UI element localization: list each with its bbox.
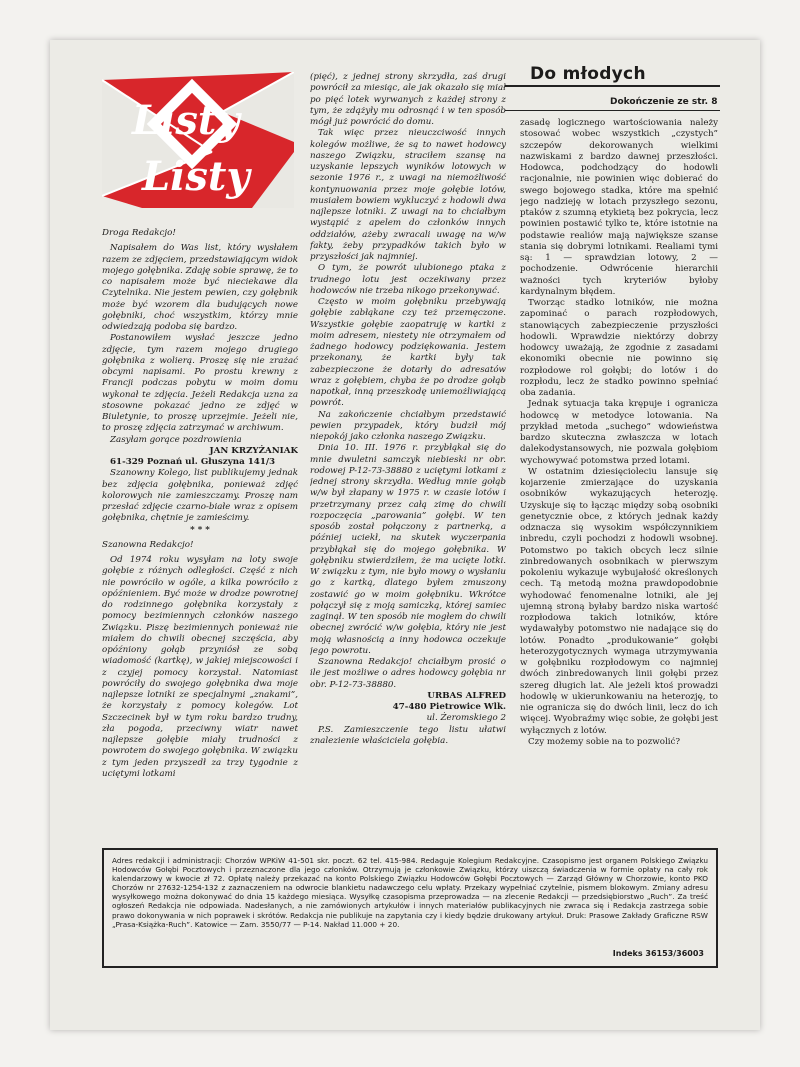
paragraph: Postanowiłem wysłać jeszcze jedno zdjęcie, tym razem mojego drugiego gołębnika z wolierą. Proszę się nie zrażać obcymi napisami. Po prostu krewny z Francji podczas pobytu w moim domu wykonał te zdjęcia. Jeżeli Redakcja uzna za stosowne pokazać jedno ze zdjęć w Biuletynie, to proszę uprzejmie. Jeżeli nie, to proszę zdjęcia zatrzymać w archiwum. [102,333,298,434]
listy-logo-graphic [102,72,294,208]
logo-text-1: Listy [132,97,240,144]
logo-text-2: Listy [142,153,250,200]
paragraph: Na zakończenie chciałbym przedstawić pewien przypadek, który budził mój niepokój jako członka naszego Związku. [310,409,506,442]
paragraph: zasadę logicznego wartościowania należy stosować wobec wszystkich „czystych” szczepów dekorowanych wielkimi nazwiskami z bardzo dawnej przeszłości. Hodowca, podchodzący do hodowli racjonalnie, nie powinien więc dobierać do swego bojowego stadka, które ma spełnić jego nadzieję w lotach przyszłego sezonu, ptaków z szumną etykietą bez pokrycia, lecz powinien postawić tylko te, które istotnie na podstawie realiów mają największe szanse stania się dobrymi lotnikami. Realiami tymi są: 1 — sprawdzian lotowy, 2 — pochodzenie. Odwrócenie hierarchii ważności tych kryteriów byłoby kardynalnym błędem. [520,118,718,297]
separator: * * * [190,524,210,535]
paragraph: O tym, że powrót ulubionego ptaka z trudnego lotu jest oczekiwany przez hodowców nie trzeba nikogo przekonywać. [310,263,506,296]
header-rule [505,85,720,87]
paragraph: Napisałem do Was list, który wysłałem razem ze zdjęciem, przedstawiającym widok mojego gołębnika. Zdaję sobie sprawę, że to co napisałem może być nieciekawe dla Czytelnika. Nie jestem pewien, czy gołębnik może być wzorem dla budujących nowe gołębniki, choć wszystkim, którzy mnie odwiedzają podoba się bardzo. [102,243,298,332]
closing: Zasyłam gorące pozdrowienia [110,434,242,445]
greeting: Szanowna Redakcjo! [102,539,194,550]
paragraph: Dnia 10. III. 1976 r. przybłąkał się do mnie dwuletni samczyk niebieski nr obr. rodowej P-12-73-38880 z uciętymi lotkami z jednej strony skrzydła. Według mnie gołąb w/w był złapany w 1975 r. w czasie lotów i przetrzymany przez całą zimę do chwili rozpoczęcia „parowania” gołębi. W ten sposób został połączony z partnerką, a później uciekł, na skutek wyczerpania przybłąkał się do mojego gołębnika. W gołębniku stwierdziłem, że ma ucięte lotki. W związku z tym, nie było mowy o wysłaniu go z kartką, dlatego byłem zmuszony zostawić go w moim gołębniku. Wkrótce połączył się z moją samiczką, której samiec zaginął. W ten sposób nie mogłem do chwili obecnej zwrócić w/w gołębia, który nie jest moją własnością a inny hodowca oczekuje jego powrotu. [310,443,506,656]
paragraph: Jednak sytuacja taka krępuje i ogranicza hodowcę w metodyce lotowania. Na przykład metoda „suchego” wdowieństwa bardzo skuteczna zwłaszcza w lotach dalekodystansowych, nie pozwala gołębiom wychowywać potomstwa przed lotami. [520,399,718,466]
postscript: P.S. Zamieszczenie tego listu ułatwi znalezienie właściciela gołębia. [310,724,506,746]
paragraph: Szanowna Redakcjo! chciałbym prosić o ile jest możliwe o adres hodowcy gołębia nr obr. P-12-73-38880. [310,657,506,690]
address: 61-329 Poznań ul. Głuszyna 141/3 [110,457,276,467]
index-number: Indeks 36153/36003 [612,948,704,958]
imprint-box [102,848,718,968]
listy-logo [102,72,294,208]
column-2 [310,72,506,872]
paragraph: W ostatnim dziesięcioleciu lansuje się kojarzenie zmierzające do uzyskania osobników wykazujących heterozję. Uzyskuje się to łącząc między sobą osobniki genetycznie obce, z których jednak każdy odznacza się wysokim współczynnikiem inbredu, czyli pochodzi z hodowli wsobnej. Potomstwo po takich obcych lecz silnie zinbredowanych osobnikach w pierwszym pokoleniu wykazuje wybujałość określonych cech. Tą metodą można prawdopodobnie wyhodować fenomenalne lotniki, ale jej ujemną stroną byłaby bardzo niska wartość rozpłodowa takich lotników, które wydawałyby potomstwo nie nadające się do lotów. Ponadto „produkowanie” gołębi heterozygotycznych wymaga utrzymywania w gołębniku rozpłodowym co najmniej dwóch zinbredowanych linii gołębi przez szereg długich lat. Ale jeżeli ktoś prowadzi hodowlę w ukierunkowaniu na heterozję, to nie ogranicza się do dwóch linii, lecz do ich więcej. Wyobraźmy więc sobie, że gołębi jest wyłącznych z lotów. [520,466,718,736]
imprint-text: Adres redakcji i administracji: Chorzów WPKiW 41-501 skr. poczt. 62 tel. 415-984. Redaguje Kolegium Redakcyjne. Czasopismo jest organem Polskiego Związku Hodowców Gołębi Pocztowych i przeznaczone dla jego członków. Otrzymują je członkowie Związku, którzy uiszczą świadczenia w formie opłaty na cały rok kalendarzowy w kwocie zł 72. Opłatę należy przekazać na konto Polskiego Związku Hodowców Gołębi Pocztowych — Zarząd Główny w Chorzowie, konto PKO Chorzów nr 27632-1254-132 z zaznaczeniem na odwrocie blankietu nadawczego celu wpłaty. Przekazy wypełniać czytelnie, pismem blokowym. Zmiany adresu wysyłkowego można dokonywać do dnia 15 każdego miesiąca. Wysyłkę czasopisma przeprowadza — na zlecenie Redakcji — przedsiębiorstwo „Ruch”. Za treść ogłoszeń Redakcja nie odpowiada. Nadesłanych, a nie zamówionych artykułów i innych materiałów publikacyjnych nie zwraca się i Redakcja zastrzega sobie prawo dokonywania w nich poprawek i skrótów. Redakcja nie publikuje na zapytania czy i kiedy będzie drukowany artykuł. Druk: Prasowe Zakłady Graficzne RSW „Prasa-Książka-Ruch”. Katowice — Zam. 3550/77 — P-14. Nakład 11.000 + 20. [112,856,708,929]
paragraph: Czy możemy sobie na to pozwolić? [528,736,681,747]
column-1 [102,228,298,864]
greeting: Droga Redakcjo! [102,228,176,238]
paragraph: Często w moim gołębniku przebywają gołębie zabłąkane czy też przemęczone. Wszystkie gołębie zaopatruję w kartki z moim adresem, niestety nie otrzymałem od żadnego hodowcy podziękowania. Jestem przekonany, że kartki były tak zabezpieczone że dotarły do adresatów wraz z gołębiem, chyba że po drodze gołąb napotkał, inną przeszkodę uniemożliwiającą powrót. [310,297,506,409]
column-3 [520,118,718,868]
signature: JAN KRZYŻANIAK [209,445,298,456]
address: 47-480 Pietrowice Wlk. [392,702,506,712]
address: ul. Żeromskiego 2 [426,713,506,724]
header-rule-2 [505,110,720,111]
editor-reply: Szanowny Kolego, list publikujemy jednak bez zdjęcia gołębnika, ponieważ zdjęć kolorowych nie zamieszczamy. Proszę nam przesłać zdjęcie czarno-białe wraz z opisem gołębnika, chętnie je zamieścimy. [102,468,298,524]
paragraph: Tworząc stadko lotników, nie można zapominać o parach rozpłodowych, stanowiących zabezpieczenie przyszłości hodowli. Wprawdzie niektórzy dobrzy hodowcy uważają, że zgodnie z zasadami ekonomiki obecnie nie powinno się rozpłodowe rol gołębi; do lotów i do rozpłodu, lecz że stadko powinno spełniać oba zadania. [520,298,718,398]
magazine-page [50,40,760,1030]
signature: URBAS ALFRED [427,690,506,701]
paragraph: Tak więc przez nieuczciwość innych kolegów możliwe, że są to nawet hodowcy naszego Związku, straciłem szansę na uzyskanie lepszych wyników lotowych w sezonie 1976 r., z uwagi na niemożliwość kontynuowania przez moje gołębie lotów, musiałem bowiem wykluczyć z hodowli dwa najlepsze lotniki. Z uwagi na to chciałbym wystąpić z apelem do członków innych oddziałów, ażeby zwracali uwagę na w/w fakty, żeby przypadków takich było w przyszłości jak najmniej. [310,128,506,262]
paragraph: Od 1974 roku wysyłam na loty swoje gołębie z różnych odległości. Część z nich nie powróciło w ogóle, a kilka powróciło z opóźnieniem. Być może w drodze powrotnej do rodzinnego gołębnika korzystały z pomocy bezimiennych członków naszego Związku. Piszę bezimiennych ponieważ nie miałem do chwili obecnej szczęścia, aby opóźniony gołąb przyniósł ze sobą wiadomość (kartkę), w jakiej miejscowości i z czyjej pomocy korzystał. Natomiast powróciły do swojego gołębnika dwa moje najlepsze lotniki ze specjalnymi „znakami”, że korzystały z pomocy kolegów. Lot Szczecinek był w tym roku bardzo trudny, zła pogoda, przeciwny wiatr nawet najlepsze gołębie miały trudności z powrotem do swojego gołębnika. W związku z tym jeden przyszedł za trzy tygodnie z uciętymi lotkami [102,555,298,779]
section-title: Do młodych [530,64,646,84]
paragraph: (pięć), z jednej strony skrzydła, zaś drugi powrócił za miesiąc, ale jak okazało się miał po pięć lotek wyrwanych z każdej strony z tym, że zdążyły mu odrosnąć i w ten sposób mógł już powrócić do domu. [310,72,506,127]
continuation-note: Dokończenie ze str. 8 [610,97,718,107]
